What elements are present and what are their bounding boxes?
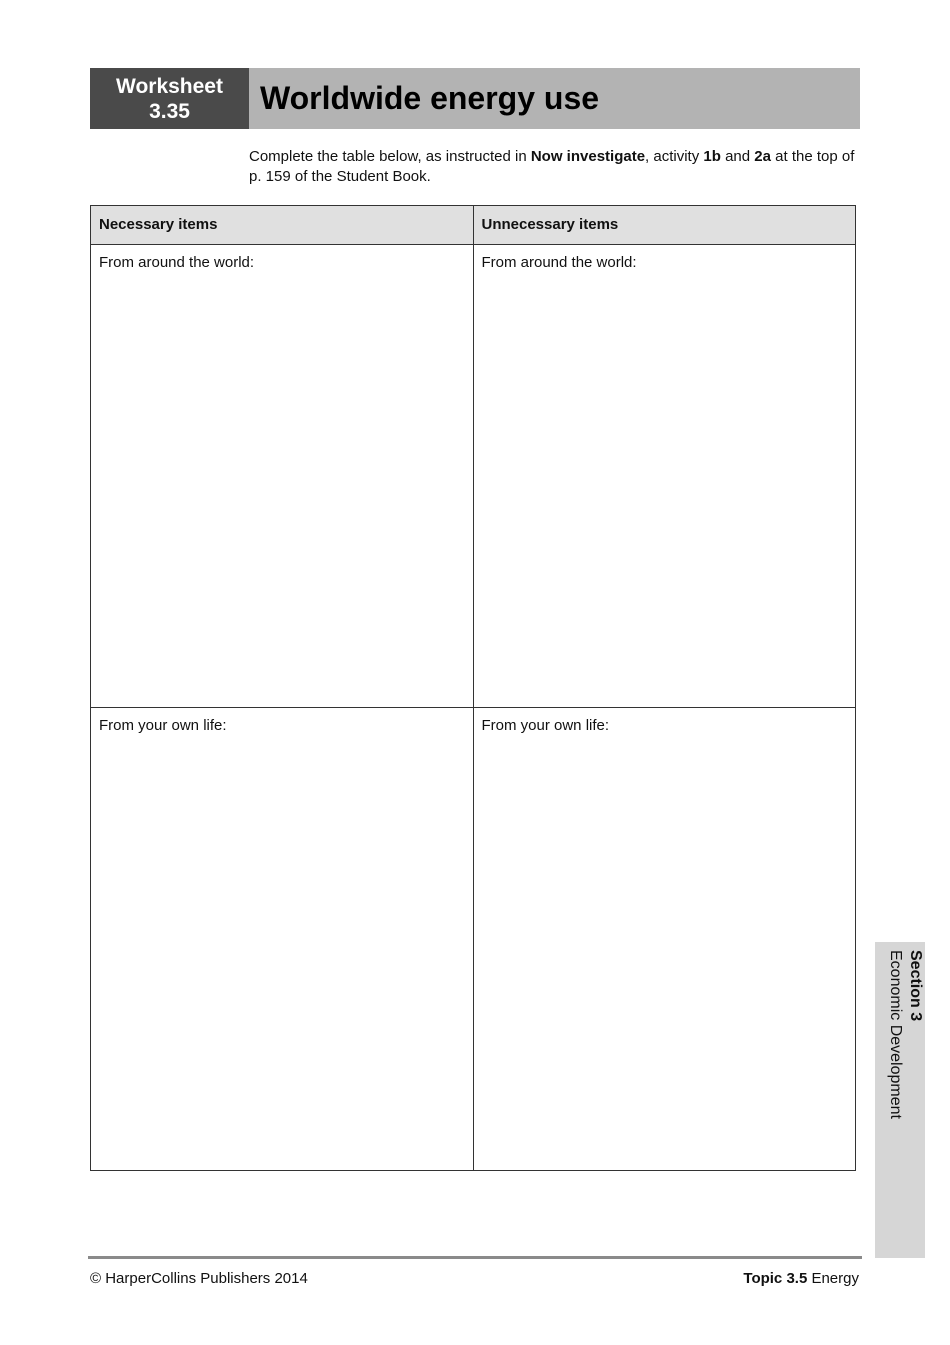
title-bar: [249, 68, 860, 129]
cell-unnecessary-world[interactable]: From around the world:: [473, 245, 856, 708]
side-tab-subtitle: Economic Development: [887, 950, 904, 1119]
table-row: [91, 245, 856, 708]
header-necessary-items: Necessary items: [91, 206, 474, 245]
worksheet-number: 3.35: [149, 100, 190, 123]
instructions: [249, 147, 859, 186]
worksheet-badge: [90, 68, 249, 129]
footer-topic: [743, 1270, 859, 1287]
instructions-bold-now-investigate: Now investigate: [530, 148, 646, 165]
instructions-text-1: Complete the table below, as instructed in: [249, 148, 531, 165]
footer-divider: [88, 1256, 862, 1259]
cell-unnecessary-own-life[interactable]: From your own life:: [473, 708, 856, 1171]
footer-topic-number: Topic 3.5: [743, 1270, 808, 1287]
instructions-bold-1b: 1b: [703, 148, 721, 165]
instructions-text-2: , activity: [645, 148, 704, 165]
cell-necessary-world[interactable]: From around the world:: [91, 245, 474, 708]
instructions-bold-2a: 2a: [754, 148, 771, 165]
cell-necessary-own-life[interactable]: From your own life:: [91, 708, 474, 1171]
header-unnecessary-items: Unnecessary items: [473, 206, 856, 245]
section-side-tab: [875, 942, 925, 1258]
side-tab-text: [885, 950, 925, 1250]
footer-copyright: © HarperCollins Publishers 2014: [90, 1270, 308, 1287]
footer-topic-name: Energy: [807, 1270, 859, 1287]
instructions-text-3: and: [720, 148, 755, 165]
table-row: [91, 708, 856, 1171]
worksheet-table: [90, 205, 856, 1171]
worksheet-label: Worksheet: [116, 75, 223, 98]
instructions-text-4: at the top of p. 159 of the Student Book.: [249, 148, 855, 185]
table-header-row: [91, 206, 856, 245]
page-title: Worldwide energy use: [260, 80, 600, 116]
side-tab-section: Section 3: [907, 950, 924, 1022]
